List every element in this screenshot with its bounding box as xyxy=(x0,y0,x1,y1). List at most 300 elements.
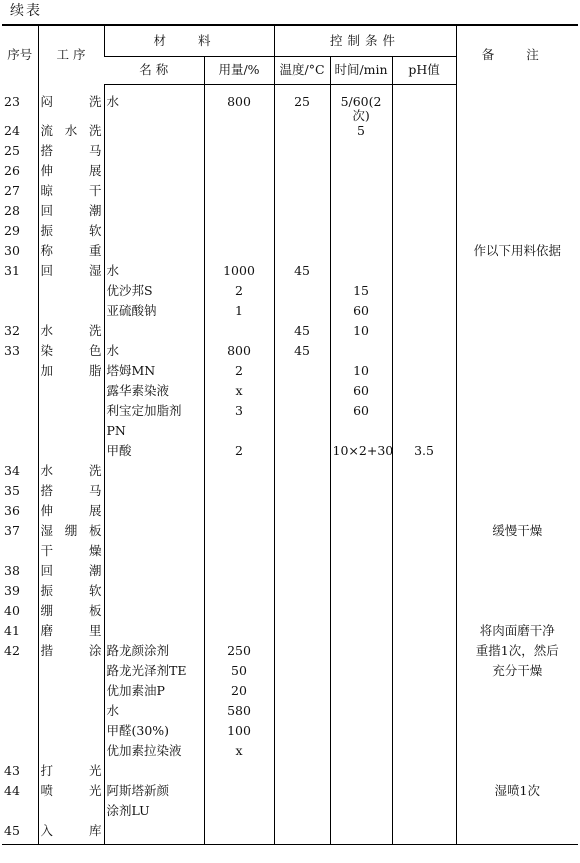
table-row xyxy=(2,344,578,364)
ph-cell xyxy=(392,144,456,164)
seq-cell: 36 xyxy=(4,502,20,518)
temperature-cell xyxy=(274,524,330,544)
dosage-cell xyxy=(204,424,274,444)
ph-cell xyxy=(392,464,456,484)
temperature-cell xyxy=(274,564,330,584)
ph-cell xyxy=(392,484,456,504)
remark-cell xyxy=(456,184,578,204)
table-row xyxy=(2,824,578,845)
ph-cell xyxy=(392,524,456,544)
table-row xyxy=(2,244,578,264)
header-seq: 序号 xyxy=(7,47,33,63)
material-name-cell: 优加素油P xyxy=(104,684,204,704)
table-row xyxy=(2,164,578,184)
remark-cell xyxy=(456,124,578,144)
process-table xyxy=(2,24,578,845)
time-cell xyxy=(330,344,392,364)
remark-cell xyxy=(456,424,578,444)
temperature-cell xyxy=(274,224,330,244)
dosage-cell: 1 xyxy=(204,304,274,324)
remark-cell xyxy=(456,264,578,284)
ph-cell xyxy=(392,704,456,724)
ph-cell xyxy=(392,544,456,564)
time-cell xyxy=(330,244,392,264)
remark-cell xyxy=(456,464,578,484)
table-row xyxy=(2,464,578,484)
material-name-cell xyxy=(104,124,204,144)
temperature-cell xyxy=(274,644,330,664)
material-name-cell: 露华素染液 xyxy=(104,384,204,404)
process-cell: 水洗 xyxy=(38,324,104,344)
material-name-cell: 甲醛(30%) xyxy=(104,724,204,744)
remark-cell xyxy=(456,724,578,744)
process-cell xyxy=(38,664,104,684)
time-cell xyxy=(330,204,392,224)
table-row xyxy=(2,404,578,424)
table-row xyxy=(2,724,578,744)
dosage-cell xyxy=(204,624,274,644)
table-caption: 续表 xyxy=(10,3,42,19)
table-row xyxy=(2,764,578,784)
time-cell xyxy=(330,684,392,704)
seq-cell: 45 xyxy=(2,824,38,845)
process-cell: 回潮 xyxy=(38,204,104,224)
table-row xyxy=(2,204,578,224)
seq-cell: 28 xyxy=(4,202,20,218)
ph-cell xyxy=(392,384,456,404)
seq-cell: 44 xyxy=(4,782,20,798)
temperature-cell xyxy=(274,244,330,264)
seq-cell xyxy=(2,424,38,444)
time-cell: 15 xyxy=(330,284,392,304)
remark-cell xyxy=(456,444,578,464)
material-name-cell xyxy=(104,824,204,845)
remark-cell: 重揩1次，然后 xyxy=(456,644,578,664)
time-cell: 10×2+30 xyxy=(330,444,392,464)
material-name-cell xyxy=(104,484,204,504)
temperature-cell xyxy=(274,284,330,304)
ph-cell xyxy=(392,604,456,624)
header-remarks: 备 注 xyxy=(456,25,578,85)
dosage-cell xyxy=(204,764,274,784)
seq-cell xyxy=(2,284,38,304)
temperature-cell xyxy=(274,184,330,204)
temperature-cell xyxy=(274,784,330,804)
remark-cell: 缓慢干燥 xyxy=(456,524,578,544)
header-ph: pH值 xyxy=(392,57,456,85)
material-name-cell xyxy=(104,184,204,204)
material-name-cell: PN xyxy=(104,424,204,444)
remark-cell: 作以下用料依据 xyxy=(456,244,578,264)
seq-cell: 29 xyxy=(4,222,20,238)
seq-cell xyxy=(2,364,38,384)
material-name-cell xyxy=(104,464,204,484)
remark-cell xyxy=(456,564,578,584)
temperature-cell xyxy=(274,824,330,845)
table-row xyxy=(2,264,578,284)
material-name-cell: 涂剂LU xyxy=(104,804,204,824)
material-name-cell xyxy=(104,764,204,784)
dosage-cell: 2 xyxy=(204,284,274,304)
temperature-cell xyxy=(274,724,330,744)
material-name-cell xyxy=(104,564,204,584)
table-row xyxy=(2,584,578,604)
seq-cell xyxy=(2,684,38,704)
remark-cell xyxy=(456,544,578,564)
seq-cell: 41 xyxy=(4,622,20,638)
dosage-cell xyxy=(204,524,274,544)
header-process: 工 序 xyxy=(38,25,104,85)
material-name-cell xyxy=(104,504,204,524)
header-time: 时间/min xyxy=(330,57,392,85)
ph-cell xyxy=(392,504,456,524)
ph-cell xyxy=(392,804,456,824)
table-row xyxy=(2,224,578,244)
table-row xyxy=(2,564,578,584)
dosage-cell xyxy=(204,564,274,584)
time-cell: 10 xyxy=(330,324,392,344)
material-name-cell xyxy=(104,224,204,244)
temperature-cell xyxy=(274,464,330,484)
process-cell: 振软 xyxy=(38,584,104,604)
time-cell xyxy=(330,544,392,564)
ph-cell xyxy=(392,744,456,764)
time-cell xyxy=(330,264,392,284)
time-cell xyxy=(330,564,392,584)
ph-cell xyxy=(392,344,456,364)
ph-cell xyxy=(392,304,456,324)
material-name-cell: 路龙颜涂剂 xyxy=(104,644,204,664)
table-row xyxy=(2,184,578,204)
ph-cell xyxy=(392,664,456,684)
process-cell: 搭马 xyxy=(38,484,104,504)
temperature-cell xyxy=(274,704,330,724)
temperature-cell xyxy=(274,764,330,784)
temperature-cell xyxy=(274,604,330,624)
material-name-cell: 水 xyxy=(104,344,204,364)
temperature-cell xyxy=(274,664,330,684)
dosage-cell xyxy=(204,224,274,244)
material-name-cell xyxy=(104,244,204,264)
time-cell xyxy=(330,604,392,624)
dosage-cell: 1000 xyxy=(204,264,274,284)
remark-cell xyxy=(456,304,578,324)
process-cell: 伸展 xyxy=(38,164,104,184)
ph-cell: 3.5 xyxy=(392,444,456,464)
header-name: 名 称 xyxy=(104,57,204,85)
seq-cell xyxy=(2,384,38,404)
temperature-cell xyxy=(274,484,330,504)
remark-cell xyxy=(456,224,578,244)
process-cell: 闷洗 xyxy=(38,85,104,124)
temperature-cell xyxy=(274,744,330,764)
time-cell xyxy=(330,584,392,604)
seq-cell: 23 xyxy=(4,93,20,109)
seq-cell xyxy=(2,744,38,764)
material-name-cell xyxy=(104,604,204,624)
process-cell: 振软 xyxy=(38,224,104,244)
table-row xyxy=(2,544,578,564)
remark-cell xyxy=(456,284,578,304)
dosage-cell xyxy=(204,164,274,184)
ph-cell xyxy=(392,564,456,584)
process-cell: 加脂 xyxy=(38,364,104,384)
table-row xyxy=(2,624,578,644)
table-row xyxy=(2,684,578,704)
seq-cell xyxy=(2,444,38,464)
seq-cell xyxy=(2,304,38,324)
temperature-cell xyxy=(274,684,330,704)
seq-cell xyxy=(2,704,38,724)
process-cell xyxy=(38,304,104,324)
seq-cell xyxy=(2,664,38,684)
temperature-cell xyxy=(274,444,330,464)
table-row xyxy=(2,784,578,804)
remark-cell xyxy=(456,804,578,824)
table-row xyxy=(2,504,578,524)
material-name-cell xyxy=(104,164,204,184)
table-row xyxy=(2,85,578,124)
process-cell: 揩涂 xyxy=(38,644,104,664)
process-cell: 称重 xyxy=(38,244,104,264)
table-row xyxy=(2,644,578,664)
ph-cell xyxy=(392,624,456,644)
temperature-cell: 45 xyxy=(274,264,330,284)
seq-cell: 39 xyxy=(4,582,20,598)
ph-cell xyxy=(392,284,456,304)
remark-cell: 湿喷1次 xyxy=(456,784,578,804)
time-cell xyxy=(330,824,392,845)
remark-cell xyxy=(456,364,578,384)
header-temperature: 温度/°C xyxy=(274,57,330,85)
table-row xyxy=(2,144,578,164)
process-cell xyxy=(38,704,104,724)
dosage-cell xyxy=(204,584,274,604)
remark-cell xyxy=(456,324,578,344)
dosage-cell: 100 xyxy=(204,724,274,744)
ph-cell xyxy=(392,784,456,804)
dosage-cell: 50 xyxy=(204,664,274,684)
temperature-cell xyxy=(274,144,330,164)
process-cell xyxy=(38,804,104,824)
table-row xyxy=(2,664,578,684)
process-cell xyxy=(38,684,104,704)
seq-cell xyxy=(2,804,38,824)
table-row xyxy=(2,384,578,404)
temperature-cell xyxy=(274,304,330,324)
process-cell xyxy=(38,424,104,444)
temperature-cell xyxy=(274,124,330,144)
time-cell xyxy=(330,484,392,504)
ph-cell xyxy=(392,644,456,664)
process-cell: 湿绷板 xyxy=(38,524,104,544)
material-name-cell: 水 xyxy=(104,704,204,724)
process-cell: 喷光 xyxy=(38,784,104,804)
remark-cell xyxy=(456,344,578,364)
table-row xyxy=(2,304,578,324)
material-name-cell xyxy=(104,584,204,604)
time-cell xyxy=(330,464,392,484)
ph-cell xyxy=(392,724,456,744)
dosage-cell xyxy=(204,784,274,804)
dosage-cell: 580 xyxy=(204,704,274,724)
remark-cell xyxy=(456,144,578,164)
dosage-cell xyxy=(204,124,274,144)
time-cell xyxy=(330,744,392,764)
remark-cell xyxy=(456,504,578,524)
seq-cell: 31 xyxy=(4,262,20,278)
temperature-cell xyxy=(274,624,330,644)
time-cell xyxy=(330,724,392,744)
seq-cell: 40 xyxy=(4,602,20,618)
temperature-cell xyxy=(274,204,330,224)
temperature-cell xyxy=(274,544,330,564)
ph-cell xyxy=(392,224,456,244)
seq-cell: 25 xyxy=(4,142,20,158)
process-cell: 回潮 xyxy=(38,564,104,584)
process-cell: 流水洗 xyxy=(38,124,104,144)
seq-cell: 33 xyxy=(4,342,20,358)
material-name-cell: 路龙光泽剂TE xyxy=(104,664,204,684)
material-name-cell xyxy=(104,204,204,224)
temperature-cell xyxy=(274,384,330,404)
table-row xyxy=(2,484,578,504)
table-row xyxy=(2,124,578,144)
temperature-cell: 45 xyxy=(274,324,330,344)
process-cell: 染色 xyxy=(38,344,104,364)
material-name-cell: 利宝定加脂剂 xyxy=(104,404,204,424)
ph-cell xyxy=(392,244,456,264)
time-cell xyxy=(330,664,392,684)
ph-cell xyxy=(392,364,456,384)
dosage-cell xyxy=(204,804,274,824)
remark-cell xyxy=(456,584,578,604)
seq-cell xyxy=(2,404,38,424)
ph-cell xyxy=(392,164,456,184)
time-cell xyxy=(330,504,392,524)
ph-cell xyxy=(392,404,456,424)
material-name-cell xyxy=(104,524,204,544)
remark-cell xyxy=(456,404,578,424)
ph-cell xyxy=(392,324,456,344)
process-cell xyxy=(38,384,104,404)
time-cell xyxy=(330,224,392,244)
remark-cell: 充分干燥 xyxy=(456,664,578,684)
remark-cell xyxy=(456,204,578,224)
time-cell xyxy=(330,764,392,784)
table-row xyxy=(2,804,578,824)
process-cell: 搭马 xyxy=(38,144,104,164)
header-conditions: 控制条件 xyxy=(274,25,456,57)
remark-cell xyxy=(456,484,578,504)
seq-cell xyxy=(2,724,38,744)
dosage-cell xyxy=(204,464,274,484)
table-header xyxy=(2,25,578,85)
process-cell: 入库 xyxy=(38,824,104,845)
header-dosage: 用量/% xyxy=(204,57,274,85)
time-cell: 60 xyxy=(330,304,392,324)
temperature-cell: 45 xyxy=(274,344,330,364)
time-cell xyxy=(330,624,392,644)
seq-cell: 24 xyxy=(4,122,20,138)
time-cell xyxy=(330,784,392,804)
remark-cell xyxy=(456,704,578,724)
seq-cell: 43 xyxy=(4,762,20,778)
seq-cell: 38 xyxy=(4,562,20,578)
process-cell: 绷板 xyxy=(38,604,104,624)
dosage-cell xyxy=(204,504,274,524)
material-name-cell xyxy=(104,144,204,164)
process-cell: 伸展 xyxy=(38,504,104,524)
table-row xyxy=(2,284,578,304)
seq-cell: 32 xyxy=(4,322,20,338)
remark-cell xyxy=(456,164,578,184)
ph-cell xyxy=(392,264,456,284)
table-row xyxy=(2,444,578,464)
dosage-cell: 2 xyxy=(204,364,274,384)
ph-cell xyxy=(392,184,456,204)
dosage-cell xyxy=(204,324,274,344)
material-name-cell xyxy=(104,624,204,644)
dosage-cell xyxy=(204,484,274,504)
material-name-cell: 亚硫酸钠 xyxy=(104,304,204,324)
table-row xyxy=(2,324,578,344)
process-cell xyxy=(38,724,104,744)
seq-cell: 34 xyxy=(4,462,20,478)
material-name-cell: 塔姆MN xyxy=(104,364,204,384)
table-row xyxy=(2,604,578,624)
dosage-cell xyxy=(204,144,274,164)
seq-cell xyxy=(2,544,38,564)
temperature-cell xyxy=(274,164,330,184)
process-cell xyxy=(38,284,104,304)
time-cell xyxy=(330,144,392,164)
dosage-cell: 2 xyxy=(204,444,274,464)
material-name-cell: 阿斯塔新颜 xyxy=(104,784,204,804)
material-name-cell: 水 xyxy=(104,264,204,284)
time-cell xyxy=(330,164,392,184)
seq-cell: 42 xyxy=(4,642,20,658)
time-cell xyxy=(330,524,392,544)
process-cell: 干燥 xyxy=(38,544,104,564)
remark-cell xyxy=(456,824,578,845)
remark-cell xyxy=(456,384,578,404)
ph-cell xyxy=(392,85,456,124)
ph-cell xyxy=(392,204,456,224)
remark-cell xyxy=(456,604,578,624)
seq-cell: 27 xyxy=(4,182,20,198)
process-cell: 水洗 xyxy=(38,464,104,484)
dosage-cell: x xyxy=(204,384,274,404)
time-cell xyxy=(330,424,392,444)
temperature-cell xyxy=(274,364,330,384)
remark-cell xyxy=(456,684,578,704)
seq-cell: 35 xyxy=(4,482,20,498)
time-cell xyxy=(330,804,392,824)
ph-cell xyxy=(392,424,456,444)
ph-cell xyxy=(392,824,456,845)
time-cell xyxy=(330,704,392,724)
process-cell xyxy=(38,404,104,424)
time-cell xyxy=(330,184,392,204)
dosage-cell: 800 xyxy=(204,344,274,364)
time-cell: 10 xyxy=(330,364,392,384)
dosage-cell xyxy=(204,824,274,845)
time-cell xyxy=(330,644,392,664)
ph-cell xyxy=(392,124,456,144)
material-name-cell: 优沙邦S xyxy=(104,284,204,304)
dosage-cell: 3 xyxy=(204,404,274,424)
